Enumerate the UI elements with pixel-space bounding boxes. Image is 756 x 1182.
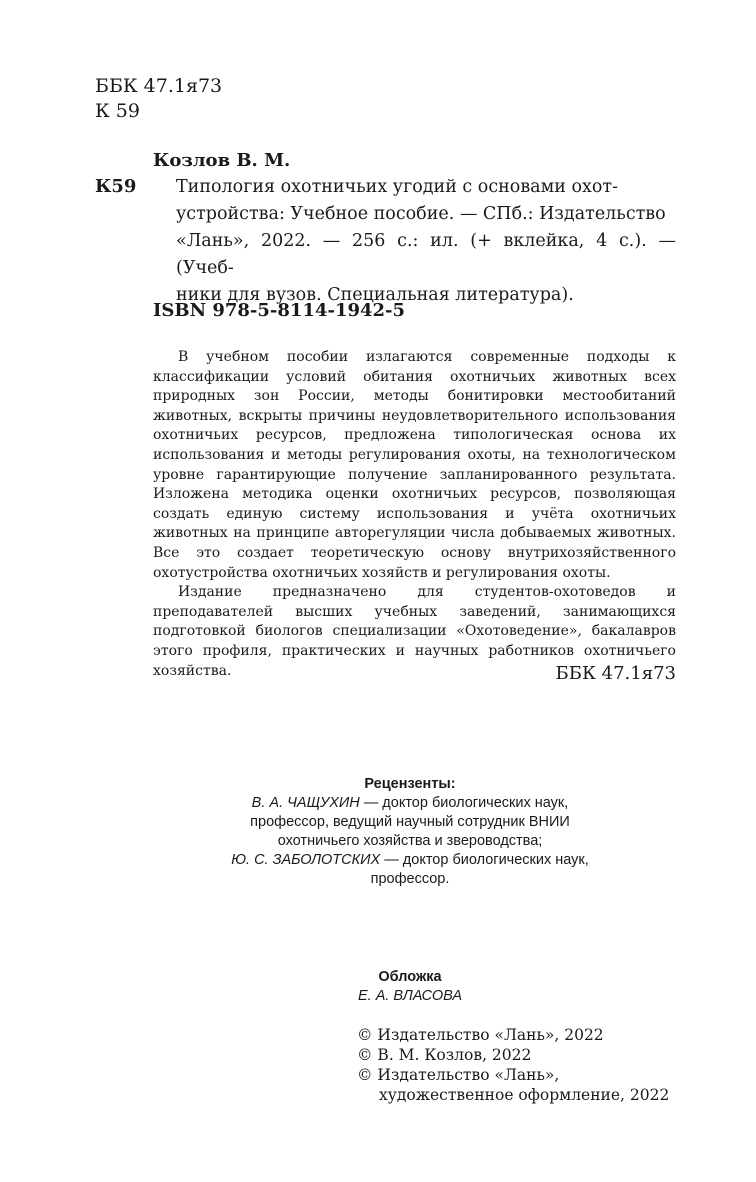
bbk-header [95, 74, 222, 124]
copyright-block [357, 1025, 669, 1105]
cover-credit [170, 968, 650, 1006]
annotation-paragraph: В учебном пособии излагаются современные подходы к классификации условий обитания охотничьих животных всех природных зон России, методы бонитировки местообитаний животных, вскрыты причины неудовлетворительного использования охотничьих ресурсов, предложена типологическая основа их использования и методы регулирования охоты, на технологическом уровне гарантирующие получение запланированного результата. Изложена методика оценки охотничьих ресурсов, позволяющая создать единую систему использования и учёта охотничьих животных на принципе авторегуляции числа добываемых животных. Все это создает теоретическую основу внутрихозяйственного охотустройства охотничьих хозяйств и регулирования охоты. [153, 349, 676, 581]
reviewer-desc: охотничьего хозяйства и звероводства; [277, 833, 543, 849]
reviewer-2 [170, 851, 650, 870]
reviewer-desc: профессор. [370, 871, 450, 887]
cover-designer: Е. А. ВЛАСОВА [357, 988, 463, 1004]
catalog-description [176, 174, 676, 309]
annotation-paragraph: Издание предназначено для студентов-охотоведов и преподавателей высших учебных заведений, занимающихся подготовкой биологов специализации «Охотоведение», бакалавров этого профиля, практических и научных работников охотничьего хозяйства. [153, 584, 676, 679]
copyright-line: художественное оформление, 2022 [379, 1086, 670, 1104]
description-line: устройства: Учебное пособие. — СПб.: Издательство [176, 204, 666, 224]
catalog-code: К59 [95, 176, 137, 197]
copyright-line: © Издательство «Лань», [357, 1066, 560, 1084]
description-line: Типология охотничьих угодий с основами охот- [176, 177, 618, 197]
reviewer-1 [170, 794, 650, 813]
description-line: «Лань», 2022. — 256 с.: ил. (+ вклейка, 4 с.). — (Учеб- [176, 231, 676, 278]
description-line: ники для вузов. Специальная литература). [176, 285, 574, 305]
reviewers-heading: Рецензенты: [364, 776, 456, 792]
isbn: ISBN 978-5-8114-1942-5 [153, 300, 406, 321]
reviewer-name: Ю. С. ЗАБОЛОТСКИХ [231, 852, 381, 868]
bbk-footer: ББК 47.1я73 [555, 663, 676, 684]
reviewer-desc: — доктор биологических наук, [363, 795, 569, 811]
copyright-line: © Издательство «Лань», 2022 [357, 1026, 604, 1044]
bbk-code: ББК 47.1я73 [95, 75, 223, 97]
cover-heading: Обложка [378, 969, 442, 985]
annotation [153, 348, 676, 681]
author-mark: К 59 [95, 100, 140, 122]
copyright-line: © В. М. Козлов, 2022 [357, 1046, 532, 1064]
catalog-author: Козлов В. М. [153, 150, 291, 171]
reviewers-block [170, 775, 650, 889]
reviewer-desc: профессор, ведущий научный сотрудник ВНИИ [250, 814, 570, 830]
reviewer-name: В. А. ЧАЩУХИН [251, 795, 360, 811]
reviewer-desc: — доктор биологических наук, [384, 852, 589, 868]
